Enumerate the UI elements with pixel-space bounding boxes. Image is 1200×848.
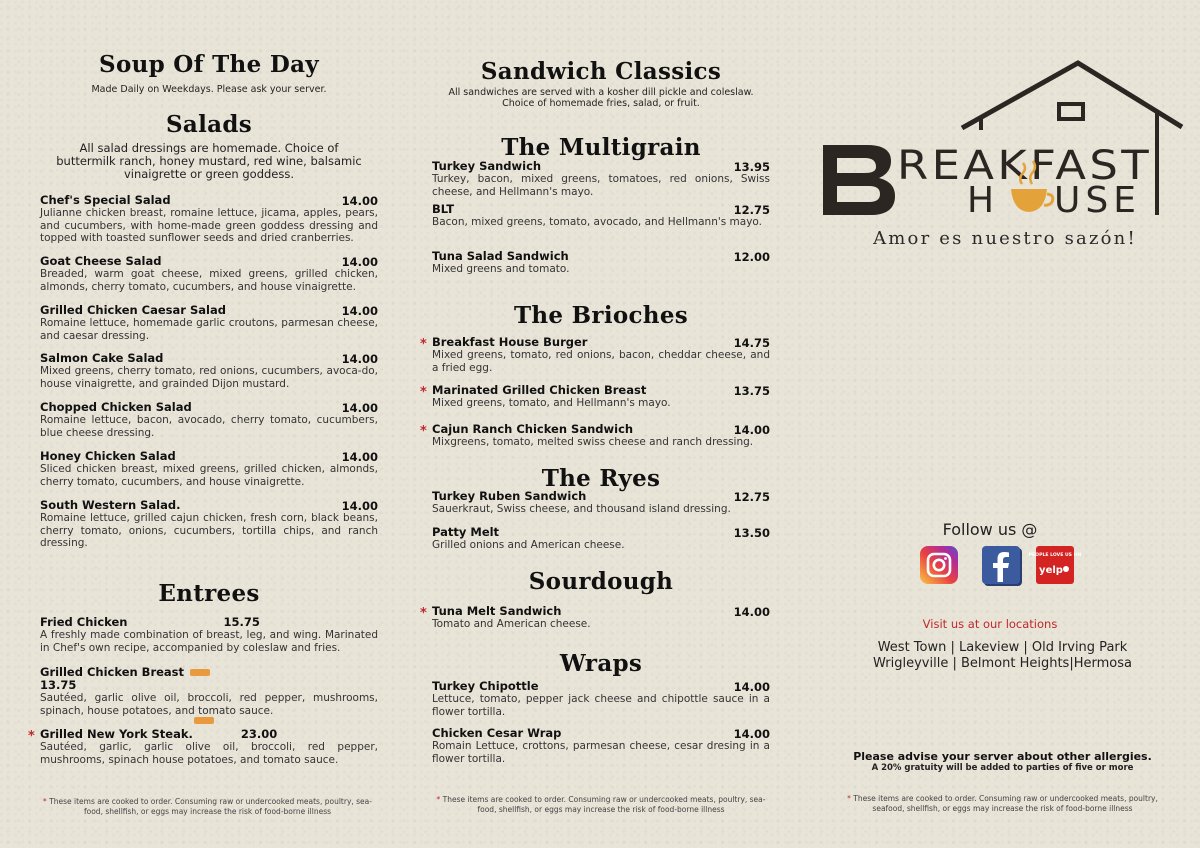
item-name: Goat Cheese Salad — [40, 254, 162, 268]
item-name: Chef's Special Salad — [40, 193, 171, 207]
item-name: Chicken Cesar Wrap — [432, 726, 562, 740]
item-name — [40, 616, 378, 629]
item-price: 14.00 — [341, 194, 378, 208]
item-desc: Lettuce, tomato, pepper jack cheese and chipottle sauce in a flower tortilla. — [432, 693, 770, 718]
item-price: 14.00 — [733, 680, 770, 694]
item-name: Cajun Ranch Chicken Sandwich — [432, 422, 634, 436]
menu-item — [40, 450, 378, 488]
item-desc: Julianne chicken breast, romaine lettuce, jicama, apples, pears, and cucumbers, with home-made green goddess dressing and topped with toasted sunflower seeds and dried cranberries. — [40, 207, 378, 244]
menu-item — [420, 383, 770, 410]
item-price: 15.75 — [223, 615, 260, 629]
item-price: 12.75 — [733, 203, 770, 217]
menu-item — [432, 250, 770, 276]
item-desc: Bacon, mixed greens, tomato, avocado, and Hellmann's mayo. — [432, 216, 763, 228]
locations-line-1: West Town | Lakeview | Old Irving Park — [877, 640, 1128, 655]
salads-intro: All salad dressings are homemade. Choice of buttermilk ranch, honey mustard, red wine, balsamic vinaigrette or green goddess. — [56, 141, 362, 181]
item-desc: Romaine lettuce, grilled cajun chicken, fresh corn, black beans, cherry tomato, onions, cucumbers, tortilla chips, and ranch dressing. — [40, 512, 378, 549]
item-desc: Mixed greens, cherry tomato, red onions, cucumbers, avoca-do, house vinaigrette, and grainded Dijon mustard. — [40, 365, 378, 390]
menu-item — [40, 499, 378, 550]
item-name: Salmon Cake Salad — [40, 351, 164, 365]
menu-item — [40, 401, 378, 439]
logo-house-h: H — [967, 180, 998, 221]
ryes-title: The Ryes — [541, 465, 661, 492]
item-price: 13.75 — [733, 384, 770, 398]
food-safety-disclaimer — [35, 797, 380, 816]
item-name: Honey Chicken Salad — [40, 449, 176, 463]
item-name-text: Grilled New York Steak. — [40, 727, 193, 741]
item-name: Tuna Salad Sandwich — [432, 249, 569, 263]
item-desc: Romaine lettuce, homemade garlic croutons, parmesan cheese, and caesar dressing. — [40, 317, 378, 342]
item-price: 14.00 — [733, 727, 770, 741]
svg-text:REAKFAST: REAKFAST — [897, 143, 1152, 189]
brioches-title: The Brioches — [513, 302, 689, 329]
item-price: 14.00 — [341, 450, 378, 464]
menu-item — [432, 160, 770, 198]
instagram-icon[interactable] — [920, 546, 958, 584]
item-price: 14.00 — [341, 401, 378, 415]
menu-item — [432, 680, 770, 718]
menu-item — [40, 666, 378, 717]
item-name: Turkey Chipottle — [432, 679, 539, 693]
item-price: 14.00 — [341, 499, 378, 513]
item-price: 14.00 — [341, 352, 378, 366]
star-icon: * — [436, 795, 441, 804]
menu-item — [40, 352, 378, 390]
item-desc: Turkey, bacon, mixed greens, tomatoes, red onions, Swiss cheese, and Hellmann's mayo. — [432, 173, 770, 198]
gratuity-note: A 20% gratuity will be added to parties of five or more — [871, 763, 1134, 773]
entrees-title: Entrees — [158, 580, 260, 607]
gluten-free-badge-icon — [190, 669, 210, 676]
coffee-cup-icon — [1011, 189, 1047, 212]
menu-item — [40, 616, 378, 654]
item-name: BLT — [432, 202, 455, 216]
menu-item — [28, 727, 378, 766]
item-desc: Tomato and American cheese. — [432, 618, 591, 630]
item-desc: Romain Lettuce, crottons, parmesan cheese, cesar dresing in a flower tortilla. — [432, 740, 770, 765]
disclaimer-text: These items are cooked to order. Consuming raw or undercooked meats, poultry, seafood, shellfish, or eggs may increase the risk of food-borne illness — [853, 794, 1158, 813]
locations-heading: Visit us at our locations — [922, 617, 1058, 631]
item-desc: Breaded, warm goat cheese, mixed greens, grilled chicken, almonds, cherry tomato, cucumbers, and house vinaigrette. — [40, 268, 378, 293]
item-price: 14.00 — [733, 605, 770, 619]
item-price: 13.50 — [733, 526, 770, 540]
logo-house-use: USE — [1054, 180, 1141, 221]
yelp-wordmark: yelp — [1039, 565, 1063, 576]
item-name: Turkey Ruben Sandwich — [432, 489, 587, 503]
item-price: 23.00 — [240, 727, 278, 741]
item-desc: Romaine lettuce, bacon, avocado, cherry tomato, cucumbers, blue cheese dressing. — [40, 414, 378, 439]
item-desc: Mixed greens and tomato. — [432, 263, 570, 275]
item-price: 14.00 — [341, 304, 378, 318]
item-price: 12.75 — [733, 490, 770, 504]
soup-title: Soup Of The Day — [99, 51, 319, 78]
cooked-to-order-star-icon: * — [28, 729, 35, 744]
item-desc: Sautéed, garlic olive oil, broccoli, red pepper, mushrooms, spinach, house potatoes, and tomato sauce. — [40, 692, 378, 717]
follow-us-label: Follow us @ — [942, 520, 1038, 539]
menu-item — [432, 490, 770, 516]
item-name — [40, 666, 378, 679]
sandwich-subtitle-2: Choice of homemade fries, salad, or fruit. — [502, 98, 700, 109]
star-icon: * — [43, 797, 47, 806]
sourdough-title: Sourdough — [528, 568, 674, 595]
yelp-icon[interactable] — [1028, 546, 1082, 584]
menu-item — [40, 304, 378, 342]
disclaimer-text: These items are cooked to order. Consuming raw or undercooked meats, poultry, sea-food, shellfish, or eggs may increase the risk of food-borne illness — [49, 797, 372, 816]
item-name-text: Fried Chicken — [40, 615, 128, 629]
disclaimer-text: These items are cooked to order. Consuming raw or undercooked meats, poultry, sea-food, shellfish, or eggs may increase the risk of food-borne illness — [442, 795, 766, 814]
food-safety-disclaimer — [840, 794, 1165, 813]
cooked-to-order-star-icon: * — [420, 385, 427, 400]
item-price: 14.00 — [341, 255, 378, 269]
soup-subtitle: Made Daily on Weekdays. Please ask your server. — [91, 84, 327, 95]
item-desc: Mixgreens, tomato, melted swiss cheese and ranch dressing. — [432, 436, 754, 448]
item-desc: Mixed greens, tomato, and Hellmann's mayo. — [432, 397, 671, 409]
sandwich-classics-title: Sandwich Classics — [480, 58, 722, 85]
item-price: 14.75 — [733, 336, 770, 350]
facebook-icon[interactable] — [982, 546, 1020, 584]
item-desc: Grilled onions and American cheese. — [432, 539, 625, 551]
item-price: 12.00 — [733, 250, 770, 264]
menu-item — [40, 194, 378, 245]
item-name: Patty Melt — [432, 525, 500, 539]
item-name: South Western Salad. — [40, 498, 181, 512]
star-icon: * — [847, 794, 851, 803]
locations-line-2: Wrigleyville | Belmont Heights|Hermosa — [873, 656, 1132, 671]
item-desc: A freshly made combination of breast, leg, and wing. Marinated in Chef's own recipe, accompanied by coleslaw and fries. — [40, 629, 378, 654]
cooked-to-order-star-icon: * — [420, 606, 427, 621]
menu-item — [432, 727, 770, 765]
item-name: Marinated Grilled Chicken Breast — [432, 383, 647, 397]
menu-item — [420, 422, 770, 449]
menu-item — [420, 604, 770, 631]
item-desc: Sautéed, garlic, garlic olive oil, broccoli, red pepper, mushrooms, spinach house potatoes, and tomato sauce. — [40, 741, 378, 766]
item-price: 13.95 — [733, 160, 770, 174]
yelp-badge-text: PEOPLE LOVE US ON — [1028, 553, 1082, 558]
brand-tagline: Amor es nuestro sazón! — [873, 228, 1137, 249]
cooked-to-order-star-icon: * — [420, 337, 427, 352]
item-name: Tuna Melt Sandwich — [432, 604, 562, 618]
allergy-note: Please advise your server about other allergies. — [853, 750, 1152, 763]
menu-item — [40, 255, 378, 293]
item-name: Grilled Chicken Caesar Salad — [40, 303, 226, 317]
item-price: 14.00 — [733, 423, 770, 437]
gluten-free-badge-icon — [194, 717, 214, 724]
cooked-to-order-star-icon: * — [420, 424, 427, 439]
item-name — [40, 728, 378, 741]
sandwich-subtitle-1: All sandwiches are served with a kosher dill pickle and coleslaw. — [448, 87, 754, 98]
item-name-text: Grilled Chicken Breast — [40, 665, 185, 679]
wraps-title: Wraps — [559, 650, 643, 677]
locations-list — [850, 640, 1155, 672]
menu-item — [432, 526, 770, 552]
item-desc: Sliced chicken breast, mixed greens, grilled chicken, almonds, cherry tomato, cucumbers, and house vinaigrette. — [40, 463, 378, 488]
item-name: Breakfast House Burger — [432, 335, 588, 349]
food-safety-disclaimer — [432, 795, 770, 814]
item-desc: Mixed greens, tomato, red onions, bacon, cheddar cheese, and a fried egg. — [432, 349, 770, 374]
item-name: Turkey Sandwich — [432, 159, 542, 173]
salads-title: Salads — [166, 111, 252, 138]
menu-item — [432, 203, 770, 229]
menu-item — [420, 335, 770, 374]
item-name: Chopped Chicken Salad — [40, 400, 192, 414]
item-desc: Sauerkraut, Swiss cheese, and thousand island dressing. — [432, 503, 731, 515]
multigrain-title: The Multigrain — [501, 134, 701, 161]
item-price: 13.75 — [40, 678, 77, 692]
